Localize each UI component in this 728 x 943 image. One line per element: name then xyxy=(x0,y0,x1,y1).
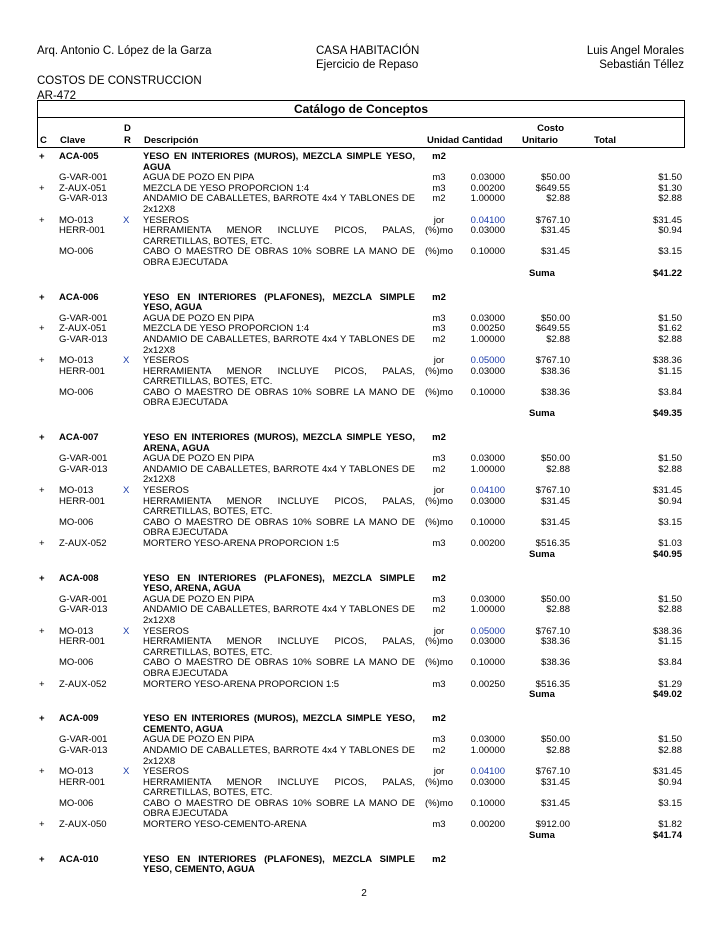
item-description: AGUA DE POZO EN PIPA xyxy=(143,312,255,324)
item-unit: m3 xyxy=(432,323,446,335)
concept-code: ACA-008 xyxy=(59,572,99,584)
item-quantity: 0.03000 xyxy=(470,225,505,237)
item-total: $3.15 xyxy=(658,516,682,528)
item-row xyxy=(37,539,685,550)
concept-description: YESO EN INTERIORES (PLAFONES), MEZCLA SIMPLE YESO, AGUA xyxy=(143,291,415,314)
item-total: $1.29 xyxy=(658,678,682,690)
expand-marker: + xyxy=(39,485,45,497)
item-total: $1.50 xyxy=(658,312,682,324)
item-quantity: 0.03000 xyxy=(470,734,505,746)
item-quantity: 0.10000 xyxy=(470,797,505,809)
project-subtitle: Ejercicio de Repaso xyxy=(316,59,419,71)
expand-marker: + xyxy=(39,151,45,162)
item-row xyxy=(37,820,685,831)
item-description: AGUA DE POZO EN PIPA xyxy=(143,453,255,465)
item-code: G-VAR-001 xyxy=(59,734,108,746)
item-flag: X xyxy=(123,355,130,367)
item-description: AGUA DE POZO EN PIPA xyxy=(143,172,255,184)
subtotal-label: Suma xyxy=(529,548,555,560)
item-description: YESEROS xyxy=(143,766,189,778)
item-description: AGUA DE POZO EN PIPA xyxy=(143,593,255,605)
concept-description: YESO EN INTERIORES (MUROS), MEZCLA SIMPLE YESO, AGUA xyxy=(143,151,415,173)
item-quantity: 0.10000 xyxy=(470,657,505,669)
col-total: Total xyxy=(594,135,616,146)
item-description: YESEROS xyxy=(143,485,189,497)
concept-description: YESO EN INTERIORES (PLAFONES), MEZCLA SIMPLE YESO, CEMENTO, AGUA xyxy=(143,853,415,876)
subtotal-row xyxy=(37,831,685,843)
student-name-2: Sebastián Téllez xyxy=(599,59,684,71)
item-unit: (%)mo xyxy=(425,386,453,398)
item-row xyxy=(37,605,685,626)
concept-row xyxy=(37,152,685,173)
item-unit: m3 xyxy=(432,678,446,690)
item-quantity: 0.04100 xyxy=(470,214,505,226)
item-code: Z-AUX-052 xyxy=(59,678,107,690)
expand-marker: + xyxy=(39,819,45,831)
item-code: G-VAR-013 xyxy=(59,333,108,345)
concept-row xyxy=(37,714,685,735)
item-row xyxy=(37,497,685,518)
item-total: $2.88 xyxy=(658,604,682,616)
concept-code: ACA-006 xyxy=(59,291,99,303)
item-unit-cost: $50.00 xyxy=(540,312,570,324)
item-flag: X xyxy=(123,214,130,226)
expand-marker: + xyxy=(39,214,45,226)
col-clave: Clave xyxy=(60,135,86,146)
item-total: $38.36 xyxy=(652,355,682,367)
item-description: HERRAMIENTA MENOR INCLUYE PICOS, PALAS, CARRETILLAS, BOTES, ETC. xyxy=(143,365,415,388)
subtotal-row xyxy=(37,690,685,702)
item-row xyxy=(37,637,685,658)
item-unit: jor xyxy=(433,214,445,226)
item-code: G-VAR-001 xyxy=(59,593,108,605)
concept-row xyxy=(37,433,685,454)
item-total: $2.88 xyxy=(658,193,682,205)
subtotal-row xyxy=(37,269,685,281)
item-total: $1.50 xyxy=(658,453,682,465)
col-r: R xyxy=(124,135,131,146)
item-unit: jor xyxy=(433,355,445,367)
subtotal-value: $40.95 xyxy=(652,548,682,560)
item-unit: m2 xyxy=(432,744,446,756)
item-unit: m3 xyxy=(432,182,446,194)
item-description: YESEROS xyxy=(143,625,189,637)
item-unit: (%)mo xyxy=(425,776,453,788)
item-quantity: 0.03000 xyxy=(470,365,505,377)
item-row xyxy=(37,247,685,268)
item-quantity: 1.00000 xyxy=(470,193,505,205)
item-code: Z-AUX-051 xyxy=(59,323,107,335)
col-cantidad: Cantidad xyxy=(462,135,503,146)
item-unit: m3 xyxy=(432,453,446,465)
item-unit: m2 xyxy=(432,333,446,345)
item-description: CABO O MAESTRO DE OBRAS 10% SOBRE LA MANO DE OBRA EJECUTADA xyxy=(143,657,415,679)
item-unit-cost: $31.45 xyxy=(540,776,570,788)
item-description: ANDAMIO DE CABALLETES, BARROTE 4x4 Y TABLONES DE 2x12X8 xyxy=(143,333,415,356)
concept-unit: m2 xyxy=(432,713,446,725)
expand-marker: + xyxy=(39,713,45,725)
item-quantity: 0.04100 xyxy=(470,485,505,497)
item-code: MO-006 xyxy=(59,246,94,258)
concept-code: ACA-005 xyxy=(59,151,99,162)
item-code: MO-006 xyxy=(59,797,94,809)
item-description: CABO O MAESTRO DE OBRAS 10% SOBRE LA MANO DE OBRA EJECUTADA xyxy=(143,246,415,268)
item-quantity: 0.03000 xyxy=(470,453,505,465)
concepts-table xyxy=(37,152,685,876)
item-unit: m3 xyxy=(432,819,446,831)
subtotal-label: Suma xyxy=(529,689,555,701)
item-row xyxy=(37,194,685,215)
item-unit: jor xyxy=(433,766,445,778)
item-code: G-VAR-001 xyxy=(59,172,108,184)
item-code: MO-013 xyxy=(59,625,94,637)
col-unitario: Unitario xyxy=(522,135,558,146)
col-descripcion: Descripción xyxy=(144,135,199,146)
col-costo: Costo xyxy=(537,123,564,134)
concept-unit: m2 xyxy=(432,572,446,584)
item-quantity: 0.10000 xyxy=(470,386,505,398)
item-quantity: 1.00000 xyxy=(470,604,505,616)
item-row xyxy=(37,335,685,356)
expand-marker: + xyxy=(39,853,45,865)
item-description: HERRAMIENTA MENOR INCLUYE PICOS, PALAS, CARRETILLAS, BOTES, ETC. xyxy=(143,225,415,247)
item-unit-cost: $38.36 xyxy=(540,636,570,648)
item-row xyxy=(37,778,685,799)
item-total: $1.50 xyxy=(658,593,682,605)
item-row xyxy=(37,465,685,486)
item-description: MORTERO YESO-CEMENTO-ARENA xyxy=(143,819,307,831)
expand-marker: + xyxy=(39,182,45,194)
page-number: 2 xyxy=(361,888,367,899)
item-unit: (%)mo xyxy=(425,246,453,258)
subtotal-value: $49.35 xyxy=(652,408,682,420)
item-code: G-VAR-013 xyxy=(59,463,108,475)
item-flag: X xyxy=(123,625,130,637)
concept-description: YESO EN INTERIORES (PLAFONES), MEZCLA SIMPLE YESO, ARENA, AGUA xyxy=(143,572,415,595)
concept-description: YESO EN INTERIORES (MUROS), MEZCLA SIMPLE YESO, ARENA, AGUA xyxy=(143,432,415,454)
item-total: $1.50 xyxy=(658,172,682,184)
item-code: Z-AUX-052 xyxy=(59,538,107,549)
item-total: $38.36 xyxy=(652,625,682,637)
concept-description: YESO EN INTERIORES (MUROS), MEZCLA SIMPLE YESO, CEMENTO, AGUA xyxy=(143,713,415,735)
item-quantity: 0.03000 xyxy=(470,172,505,184)
item-quantity: 0.00250 xyxy=(470,323,505,335)
item-unit-cost: $31.45 xyxy=(540,495,570,507)
item-unit-cost: $31.45 xyxy=(540,225,570,237)
item-unit-cost: $50.00 xyxy=(540,453,570,465)
item-row xyxy=(37,226,685,247)
item-unit: (%)mo xyxy=(425,657,453,669)
item-row xyxy=(37,680,685,691)
item-description: MEZCLA DE YESO PROPORCION 1:4 xyxy=(143,182,310,194)
item-unit-cost: $649.55 xyxy=(535,323,570,335)
item-row xyxy=(37,518,685,539)
item-unit: jor xyxy=(433,625,445,637)
concept-unit: m2 xyxy=(432,151,446,162)
expand-marker: + xyxy=(39,323,45,335)
item-quantity: 0.04100 xyxy=(470,766,505,778)
item-unit-cost: $50.00 xyxy=(540,593,570,605)
item-code: G-VAR-013 xyxy=(59,193,108,205)
item-total: $31.45 xyxy=(652,485,682,497)
item-code: MO-006 xyxy=(59,516,94,528)
item-description: MEZCLA DE YESO PROPORCION 1:4 xyxy=(143,323,310,335)
item-unit-cost: $767.10 xyxy=(535,625,570,637)
item-unit: (%)mo xyxy=(425,636,453,648)
item-description: HERRAMIENTA MENOR INCLUYE PICOS, PALAS, CARRETILLAS, BOTES, ETC. xyxy=(143,776,415,799)
concept-unit: m2 xyxy=(432,853,446,865)
concept-code: ACA-010 xyxy=(59,853,99,865)
expand-marker: + xyxy=(39,432,45,444)
item-unit-cost: $767.10 xyxy=(535,355,570,367)
item-code: G-VAR-001 xyxy=(59,312,108,324)
item-total: $2.88 xyxy=(658,333,682,345)
item-row xyxy=(37,367,685,388)
project-title: CASA HABITACIÓN xyxy=(316,45,420,57)
item-unit: m3 xyxy=(432,312,446,324)
item-unit-cost: $50.00 xyxy=(540,734,570,746)
item-description: CABO O MAESTRO DE OBRAS 10% SOBRE LA MANO DE OBRA EJECUTADA xyxy=(143,797,415,820)
item-unit: m2 xyxy=(432,193,446,205)
item-total: $1.15 xyxy=(658,365,682,377)
item-quantity: 0.10000 xyxy=(470,246,505,258)
item-flag: X xyxy=(123,485,130,497)
item-unit: m3 xyxy=(432,538,446,549)
catalog-header xyxy=(37,100,685,148)
item-row xyxy=(37,799,685,820)
item-code: HERR-001 xyxy=(59,776,105,788)
spacer xyxy=(37,562,685,574)
expand-marker: + xyxy=(39,572,45,584)
item-row xyxy=(37,173,685,184)
concept-row xyxy=(37,574,685,595)
item-total: $3.15 xyxy=(658,797,682,809)
item-description: ANDAMIO DE CABALLETES, BARROTE 4x4 Y TABLONES DE 2x12X8 xyxy=(143,604,415,626)
item-quantity: 0.00200 xyxy=(470,538,505,549)
item-total: $2.88 xyxy=(658,744,682,756)
item-unit: m2 xyxy=(432,604,446,616)
concept-code: ACA-009 xyxy=(59,713,99,725)
item-quantity: 1.00000 xyxy=(470,744,505,756)
item-unit: m3 xyxy=(432,172,446,184)
item-total: $3.84 xyxy=(658,657,682,669)
item-total: $1.30 xyxy=(658,182,682,194)
item-description: HERRAMIENTA MENOR INCLUYE PICOS, PALAS, CARRETILLAS, BOTES, ETC. xyxy=(143,636,415,658)
concept-row xyxy=(37,293,685,314)
item-code: MO-006 xyxy=(59,386,94,398)
item-quantity: 1.00000 xyxy=(470,463,505,475)
subtotal-value: $41.22 xyxy=(652,267,682,279)
catalog-title: Catálogo de Conceptos xyxy=(293,102,428,116)
item-unit-cost: $767.10 xyxy=(535,214,570,226)
expand-marker: + xyxy=(39,538,45,549)
item-code: MO-013 xyxy=(59,355,94,367)
subtotal-value: $41.74 xyxy=(652,829,682,841)
item-total: $3.84 xyxy=(658,386,682,398)
item-code: G-VAR-013 xyxy=(59,744,108,756)
item-description: CABO O MAESTRO DE OBRAS 10% SOBRE LA MANO DE OBRA EJECUTADA xyxy=(143,516,415,539)
item-total: $2.88 xyxy=(658,463,682,475)
item-unit: m2 xyxy=(432,463,446,475)
item-quantity: 0.00200 xyxy=(470,819,505,831)
student-name-1: Luis Angel Morales xyxy=(586,45,684,57)
item-description: AGUA DE POZO EN PIPA xyxy=(143,734,255,746)
item-unit: (%)mo xyxy=(425,225,453,237)
item-unit-cost: $31.45 xyxy=(540,516,570,528)
item-code: G-VAR-013 xyxy=(59,604,108,616)
subtotal-label: Suma xyxy=(529,267,555,279)
item-unit-cost: $649.55 xyxy=(535,182,570,194)
item-description: ANDAMIO DE CABALLETES, BARROTE 4x4 Y TABLONES DE 2x12X8 xyxy=(143,193,415,215)
divider xyxy=(38,117,684,118)
item-quantity: 0.03000 xyxy=(470,593,505,605)
item-total: $0.94 xyxy=(658,225,682,237)
concept-unit: m2 xyxy=(432,291,446,303)
item-quantity: 1.00000 xyxy=(470,333,505,345)
subtotal-label: Suma xyxy=(529,408,555,420)
section-title: COSTOS DE CONSTRUCCION xyxy=(37,75,202,87)
subtotal-value: $49.02 xyxy=(652,689,682,701)
expand-marker: + xyxy=(39,291,45,303)
item-code: MO-013 xyxy=(59,214,94,226)
col-c: C xyxy=(40,135,47,146)
col-unidad: Unidad xyxy=(427,135,460,146)
item-unit-cost: $2.88 xyxy=(546,463,570,475)
item-description: YESEROS xyxy=(143,214,189,226)
item-unit: m3 xyxy=(432,734,446,746)
item-unit-cost: $38.36 xyxy=(540,365,570,377)
item-unit-cost: $2.88 xyxy=(546,604,570,616)
item-unit-cost: $2.88 xyxy=(546,333,570,345)
item-total: $1.50 xyxy=(658,734,682,746)
item-total: $0.94 xyxy=(658,776,682,788)
item-quantity: 0.03000 xyxy=(470,495,505,507)
author-name: Arq. Antonio C. López de la Garza xyxy=(37,45,212,57)
item-code: HERR-001 xyxy=(59,636,105,648)
item-row xyxy=(37,388,685,409)
item-total: $31.45 xyxy=(652,214,682,226)
item-code: G-VAR-001 xyxy=(59,453,108,465)
expand-marker: + xyxy=(39,625,45,637)
item-description: YESEROS xyxy=(143,355,189,367)
item-code: MO-013 xyxy=(59,485,94,497)
expand-marker: + xyxy=(39,678,45,690)
item-unit: jor xyxy=(433,485,445,497)
item-code: Z-AUX-051 xyxy=(59,182,107,194)
expand-marker: + xyxy=(39,766,45,778)
item-unit-cost: $767.10 xyxy=(535,766,570,778)
item-code: HERR-001 xyxy=(59,495,105,507)
item-row xyxy=(37,658,685,679)
item-unit: m3 xyxy=(432,593,446,605)
item-total: $1.62 xyxy=(658,323,682,335)
subtotal-row xyxy=(37,409,685,421)
item-description: ANDAMIO DE CABALLETES, BARROTE 4x4 Y TABLONES DE 2x12X8 xyxy=(143,463,415,486)
item-unit-cost: $31.45 xyxy=(540,797,570,809)
col-d: D xyxy=(124,123,131,134)
item-description: MORTERO YESO-ARENA PROPORCION 1:5 xyxy=(143,538,340,549)
item-quantity: 0.03000 xyxy=(470,776,505,788)
item-total: $31.45 xyxy=(652,766,682,778)
item-total: $3.15 xyxy=(658,246,682,258)
item-unit-cost: $50.00 xyxy=(540,172,570,184)
item-row xyxy=(37,314,685,325)
item-quantity: 0.03000 xyxy=(470,312,505,324)
item-quantity: 0.00250 xyxy=(470,678,505,690)
item-unit: (%)mo xyxy=(425,495,453,507)
item-unit-cost: $38.36 xyxy=(540,657,570,669)
item-flag: X xyxy=(123,766,130,778)
item-quantity: 0.10000 xyxy=(470,516,505,528)
item-unit-cost: $31.45 xyxy=(540,246,570,258)
item-total: $0.94 xyxy=(658,495,682,507)
item-description: MORTERO YESO-ARENA PROPORCION 1:5 xyxy=(143,678,340,690)
spacer xyxy=(37,843,685,855)
item-unit-cost: $912.00 xyxy=(535,819,570,831)
item-row xyxy=(37,746,685,767)
item-quantity: 0.05000 xyxy=(470,625,505,637)
concept-code: ACA-007 xyxy=(59,432,99,444)
item-quantity: 0.05000 xyxy=(470,355,505,367)
item-unit: (%)mo xyxy=(425,516,453,528)
concept-row xyxy=(37,855,685,876)
item-unit-cost: $2.88 xyxy=(546,744,570,756)
expand-marker: + xyxy=(39,355,45,367)
item-code: HERR-001 xyxy=(59,365,105,377)
item-unit: (%)mo xyxy=(425,365,453,377)
item-code: Z-AUX-050 xyxy=(59,819,107,831)
subtotal-row xyxy=(37,550,685,562)
item-total: $1.15 xyxy=(658,636,682,648)
item-code: MO-006 xyxy=(59,657,94,669)
item-unit-cost: $767.10 xyxy=(535,485,570,497)
item-unit-cost: $516.35 xyxy=(535,538,570,549)
item-unit-cost: $516.35 xyxy=(535,678,570,690)
spacer xyxy=(37,281,685,293)
item-description: CABO O MAESTRO DE OBRAS 10% SOBRE LA MANO DE OBRA EJECUTADA xyxy=(143,386,415,409)
item-description: HERRAMIENTA MENOR INCLUYE PICOS, PALAS, CARRETILLAS, BOTES, ETC. xyxy=(143,495,415,518)
item-unit-cost: $38.36 xyxy=(540,386,570,398)
item-unit-cost: $2.88 xyxy=(546,193,570,205)
concept-unit: m2 xyxy=(432,432,446,444)
subtotal-label: Suma xyxy=(529,829,555,841)
item-quantity: 0.00200 xyxy=(470,182,505,194)
item-unit: (%)mo xyxy=(425,797,453,809)
item-code: HERR-001 xyxy=(59,225,105,237)
item-total: $1.03 xyxy=(658,538,682,549)
item-total: $1.82 xyxy=(658,819,682,831)
item-quantity: 0.03000 xyxy=(470,636,505,648)
course-code: AR-472 xyxy=(37,90,76,102)
item-description: ANDAMIO DE CABALLETES, BARROTE 4x4 Y TABLONES DE 2x12X8 xyxy=(143,744,415,767)
item-code: MO-013 xyxy=(59,766,94,778)
